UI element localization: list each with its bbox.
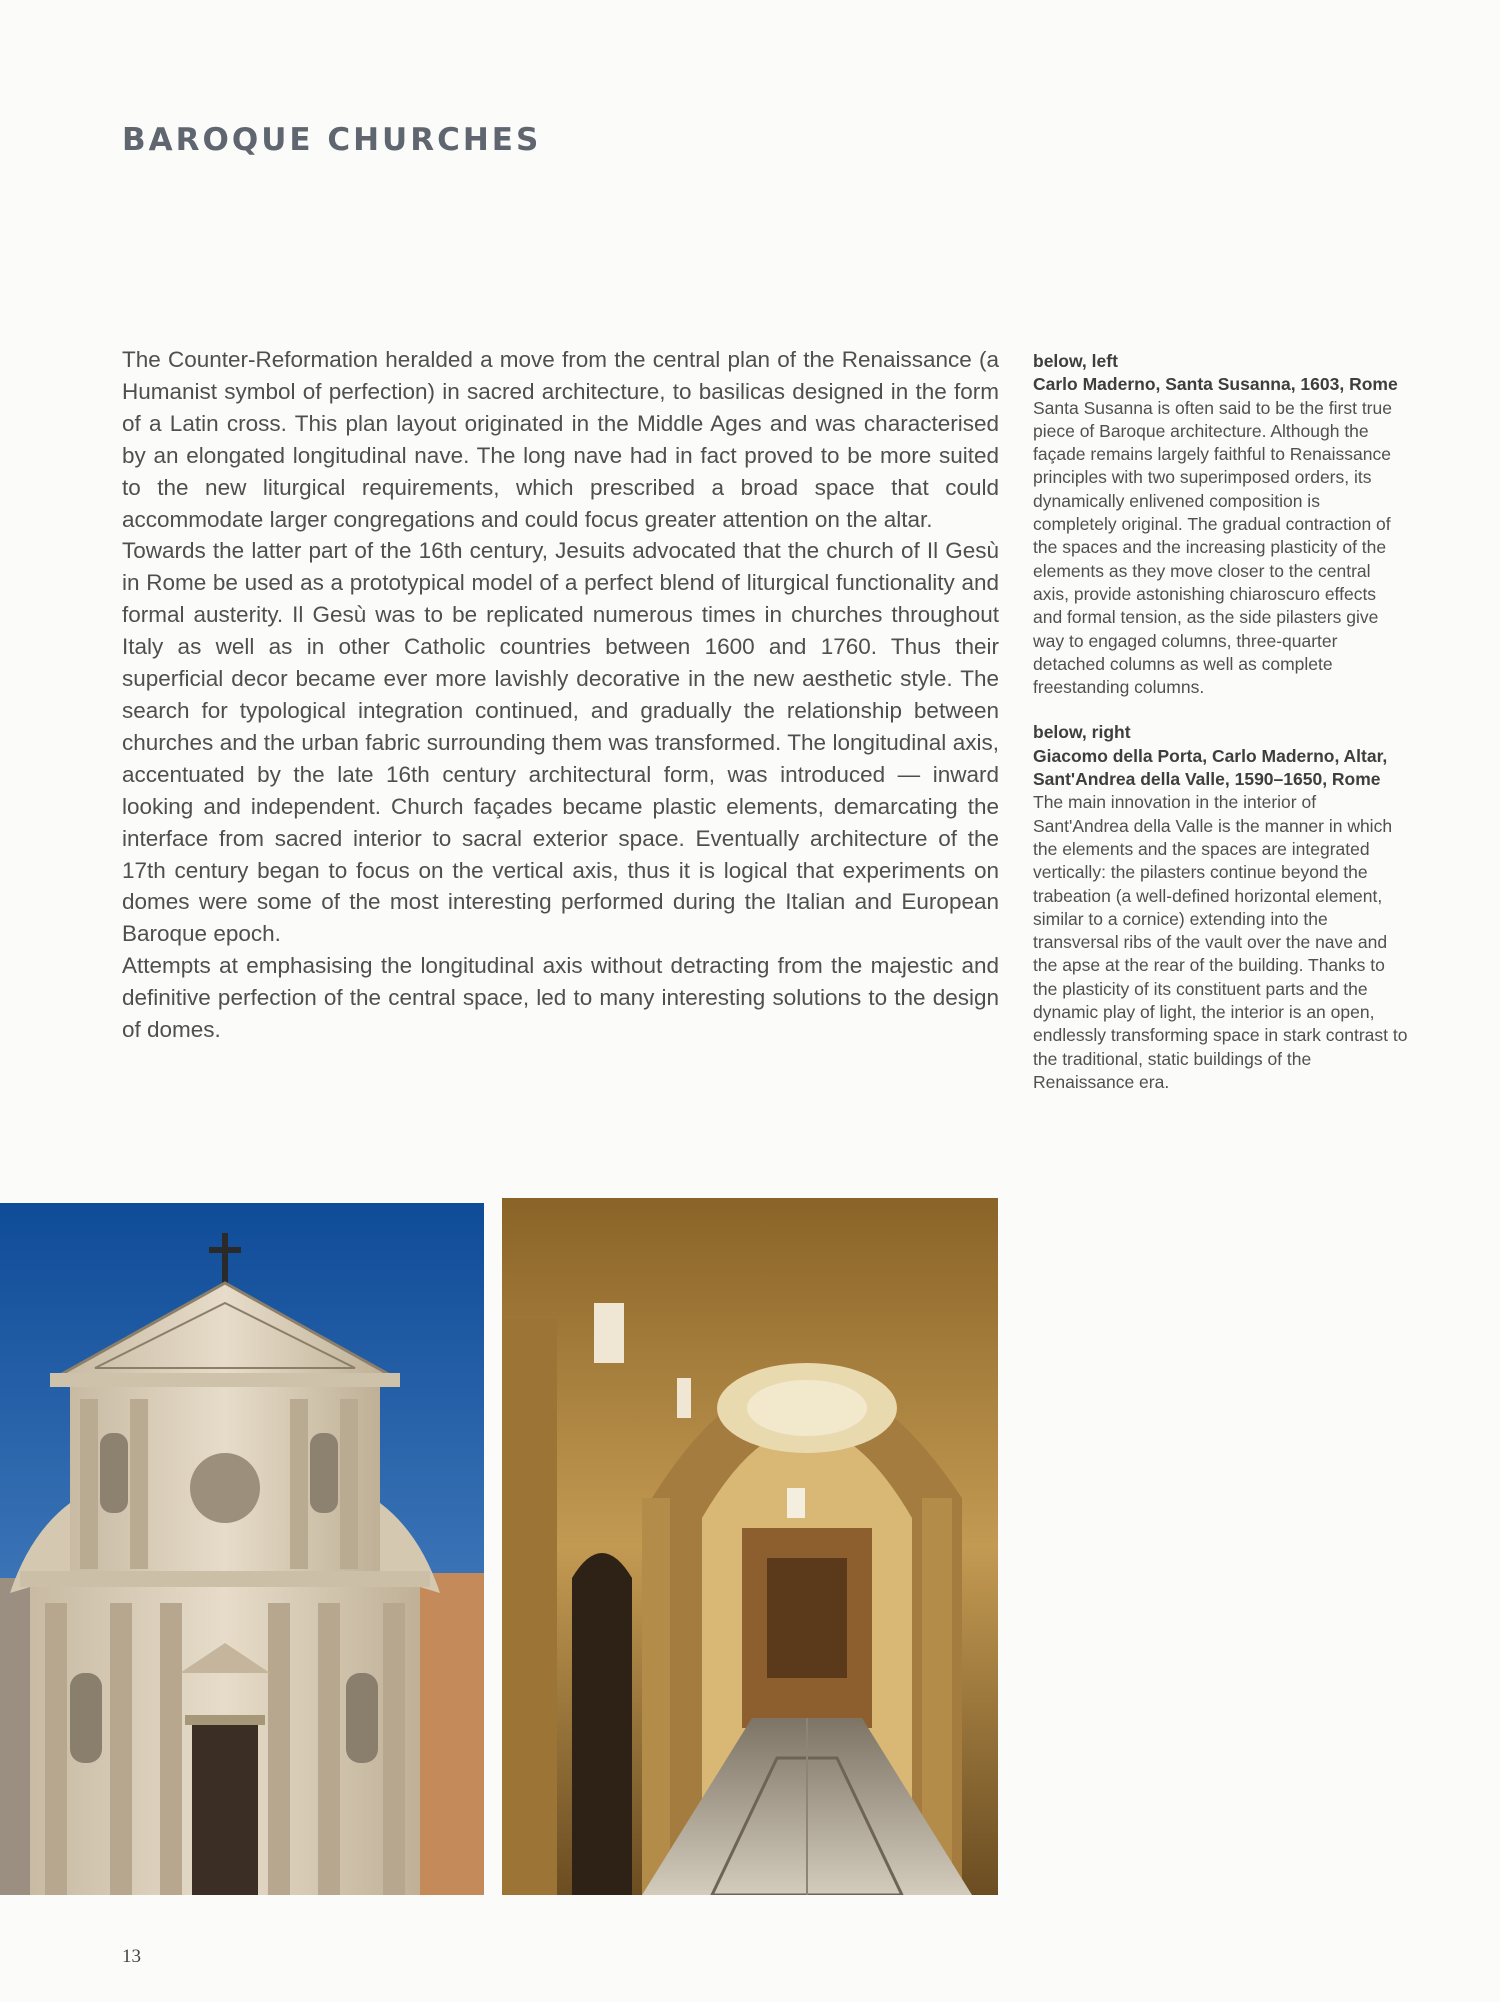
caption-column: [1033, 350, 1408, 1116]
caption-kicker: below, left: [1033, 351, 1118, 371]
page-number: 13: [122, 1946, 141, 1967]
main-body-text: [122, 344, 999, 1046]
body-paragraph: Towards the latter part of the 16th century, Jesuits advocated that the church of Il Gesù in Rome be used as a prototypical model of a perfect blend of liturgical functionality and formal austerity. Il Gesù was to be replicated numerous times in churches throughout Italy as well as in other Catholic countries between 1600 and 1760. Thus their superficial decor became ever more lavishly decorative in the new aesthetic style. The search for typological integration continued, and gradually the relationship between churches and the urban fabric surrounding them was transformed. The longitudinal axis, accentuated by the late 16th century architectural form, was introduced — inward looking and independent. Church façades became plastic elements, demarcating the interface from sacred interior to sacral exterior space. Eventually architecture of the 17th century began to focus on the vertical axis, thus it is logical that experiments on domes were some of the most interesting performed during the Italian and European Baroque epoch.: [122, 538, 999, 947]
caption-text: Santa Susanna is often said to be the first true piece of Baroque architecture. Although the façade remains largely faithful to Renaissance principles with two superimposed orders, its dynamically enlivened composition is completely original. The gradual contraction of the spaces and the increasing plasticity of the elements as they move closer to the central axis, provide astonishing chiaroscuro effects and formal tension, as the side pilasters give way to engaged columns, three-quarter detached columns as well as complete freestanding columns.: [1033, 397, 1392, 698]
body-paragraph: The Counter-Reformation heralded a move from the central plan of the Renaissance (a Humanist symbol of perfection) in sacred architecture, to basilicas designed in the form of a Latin cross. This plan layout originated in the Middle Ages and was characterised by an elongated longitudinal nave. The long nave had in fact proved to be more suited to the new liturgical requirements, which prescribed a broad space that could accommodate larger congregations and could focus greater attention on the altar.: [122, 347, 999, 532]
caption-title: Giacomo della Porta, Carlo Maderno, Altar, Sant'Andrea della Valle, 1590–1650, Rome: [1033, 745, 1388, 790]
caption-left-photo: [1033, 350, 1408, 699]
body-paragraph: Attempts at emphasising the longitudinal axis without detracting from the majestic and definitive perfection of the central space, led to many interesting solutions to the design of domes.: [122, 953, 999, 1043]
page-title: BAROQUE CHURCHES: [122, 122, 542, 158]
caption-kicker: below, right: [1033, 722, 1131, 743]
caption-text: The main innovation in the interior of Sant'Andrea della Valle is the manner in which the elements and the spaces are integrated vertically: the pilasters continue beyond the trabeation (a well-defined horizontal element, similar to a cornice) extending into the transversal ribs of the vault over the nave and the apse at the rear of the building. Thanks to the plasticity of its constituent parts and the dynamic play of light, the interior is an open, endlessly transforming space in stark contrast to the traditional, static buildings of the Renaissance era.: [1033, 792, 1408, 1092]
caption-right-photo: [1033, 721, 1408, 1094]
santandrea-della-valle-interior-photo: [502, 1198, 998, 1895]
caption-title: Carlo Maderno, Santa Susanna, 1603, Rome: [1033, 374, 1398, 395]
santa-susanna-facade-photo: [0, 1203, 484, 1895]
